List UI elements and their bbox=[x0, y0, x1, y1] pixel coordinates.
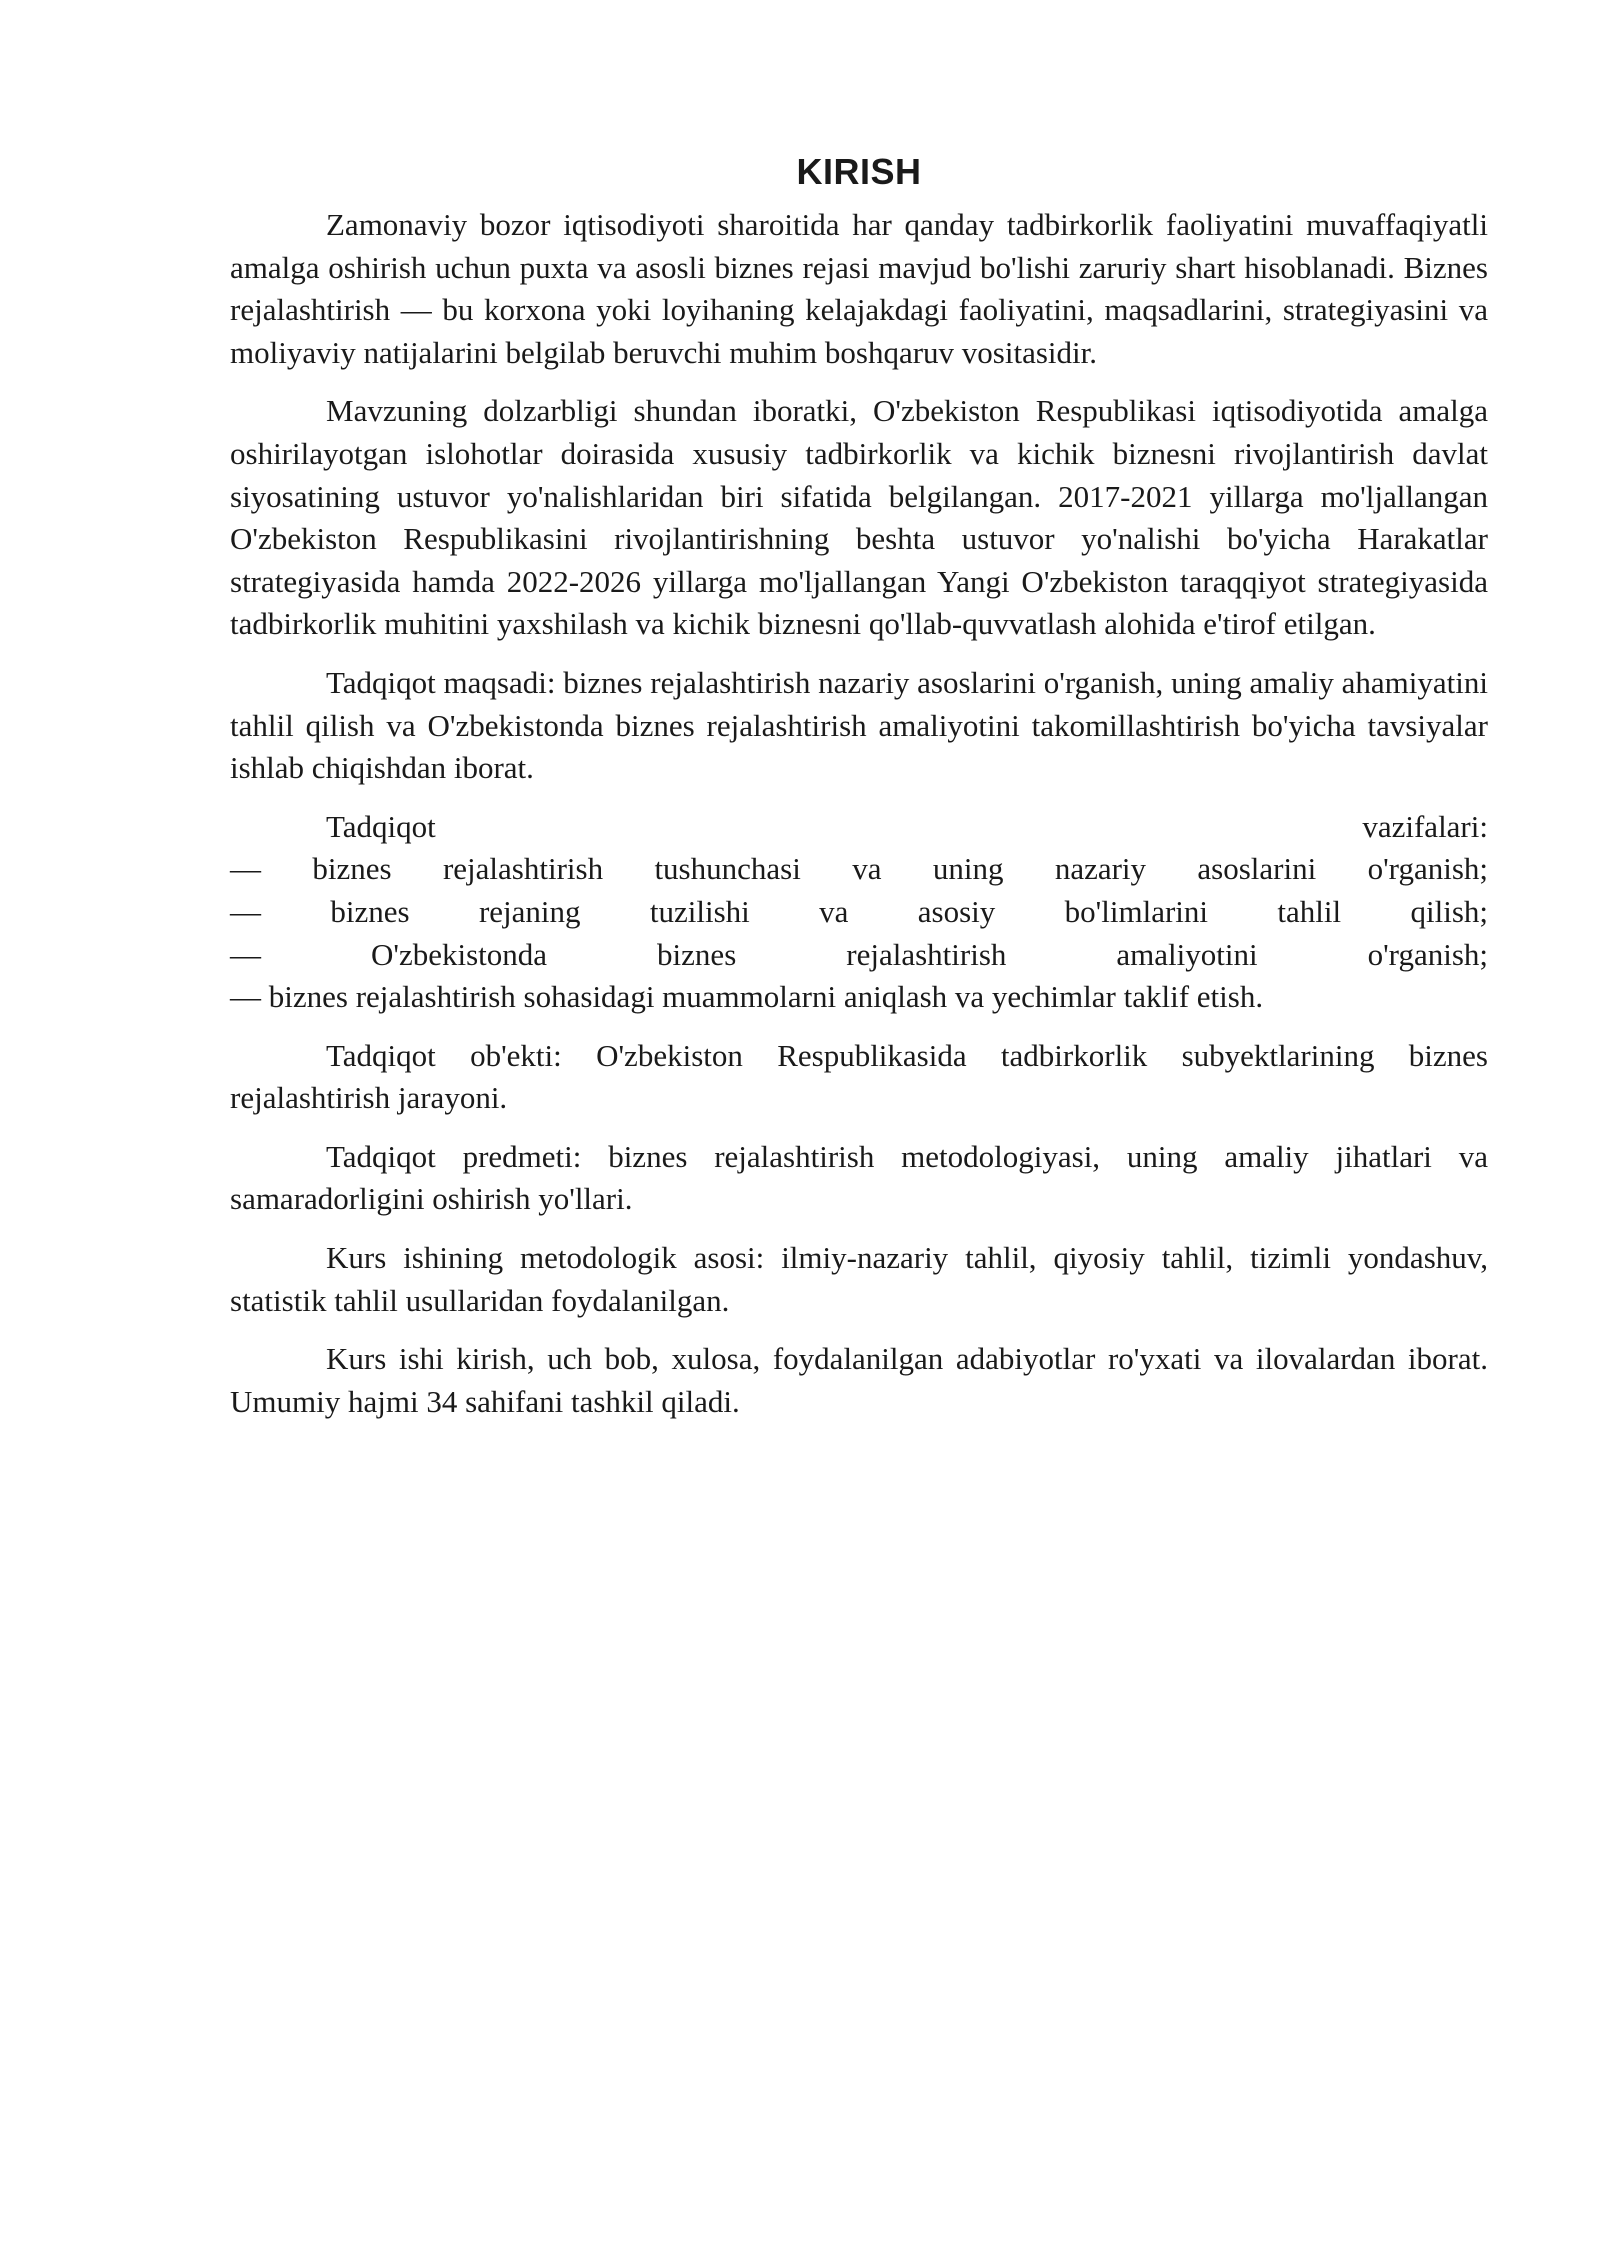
paragraph-structure: Kurs ishi kirish, uch bob, xulosa, foydalanilgan adabiyotlar ro'yxati va ilovalardan iborat. Umumiy hajmi 34 sahifani tashkil qiladi. bbox=[230, 1341, 1488, 1419]
paragraph-research-subject: Tadqiqot predmeti: biznes rejalashtirish metodologiyasi, uning amaliy jihatlari va samaradorligini oshirish yo'llari. bbox=[230, 1138, 1488, 1217]
paragraph-research-goal: Tadqiqot maqsadi: biznes rejalashtirish nazariy asoslarini o'rganish, uning amaliy ahamiyatini tahlil qilish va O'zbekistonda biznes rejalashtirish amaliyotini takomillashtirish bo'yicha tavsiyalar ishlab chiqishdan iborat. bbox=[230, 664, 1488, 786]
research-task-item: — biznes rejalashtirish tushunchasi va uning nazariy asoslarini o'rganish; bbox=[230, 851, 1488, 887]
research-tasks-heading: Tadqiqot vazifalari: bbox=[326, 808, 1488, 844]
research-task-item: — biznes rejalashtirish sohasidagi muammolarni aniqlash va yechimlar taklif etish. bbox=[230, 979, 1264, 1015]
document-title: KIRISH bbox=[796, 151, 922, 192]
paragraph-intro: Zamonaviy bozor iqtisodiyoti sharoitida har qanday tadbirkorlik faoliyatini muvaffaqiyatli amalga oshirish uchun puxta va asosli biznes rejasi mavjud bo'lishi zaruriy shart hisoblanadi. Biznes rejalashtirish — bu korxona yoki loyihaning kelajakdagi faoliyatini, maqsadlarini, strategiyasini va moliyaviy natijalarini belgilab beruvchi muhim boshqaruv vositasidir. bbox=[230, 207, 1488, 370]
research-tasks-list bbox=[230, 806, 1488, 1019]
research-task-item: — O'zbekistonda biznes rejalashtirish amaliyotini o'rganish; bbox=[230, 936, 1488, 972]
document-page bbox=[230, 148, 1488, 1439]
paragraph-research-object: Tadqiqot ob'ekti: O'zbekiston Respublikasida tadbirkorlik subyektlarining biznes rejalashtirish jarayoni. bbox=[230, 1037, 1488, 1116]
paragraph-relevance: Mavzuning dolzarbligi shundan iboratki, O'zbekiston Respublikasi iqtisodiyotida amalga oshirilayotgan islohotlar doirasida xususiy tadbirkorlik va kichik biznesni rivojlantirish davlat siyosatining ustuvor yo'nalishlaridan biri sifatida belgilangan. 2017-2021 yillarga mo'ljallangan O'zbekiston Respublikasini rivojlantirishning beshta ustuvor yo'nalishi bo'yicha Harakatlar strategiyasida hamda 2022-2026 yillarga mo'ljallangan Yangi O'zbekiston taraqqiyot strategiyasida tadbirkorlik muhitini yaxshilash va kichik biznesni qo'llab-quvvatlash alohida e'tirof etilgan. bbox=[230, 393, 1488, 642]
research-task-item: — biznes rejaning tuzilishi va asosiy bo'limlarini tahlil qilish; bbox=[230, 893, 1488, 929]
paragraph-methodology: Kurs ishining metodologik asosi: ilmiy-nazariy tahlil, qiyosiy tahlil, tizimli yondashuv, statistik tahlil usullaridan foydalanilgan. bbox=[230, 1240, 1488, 1318]
